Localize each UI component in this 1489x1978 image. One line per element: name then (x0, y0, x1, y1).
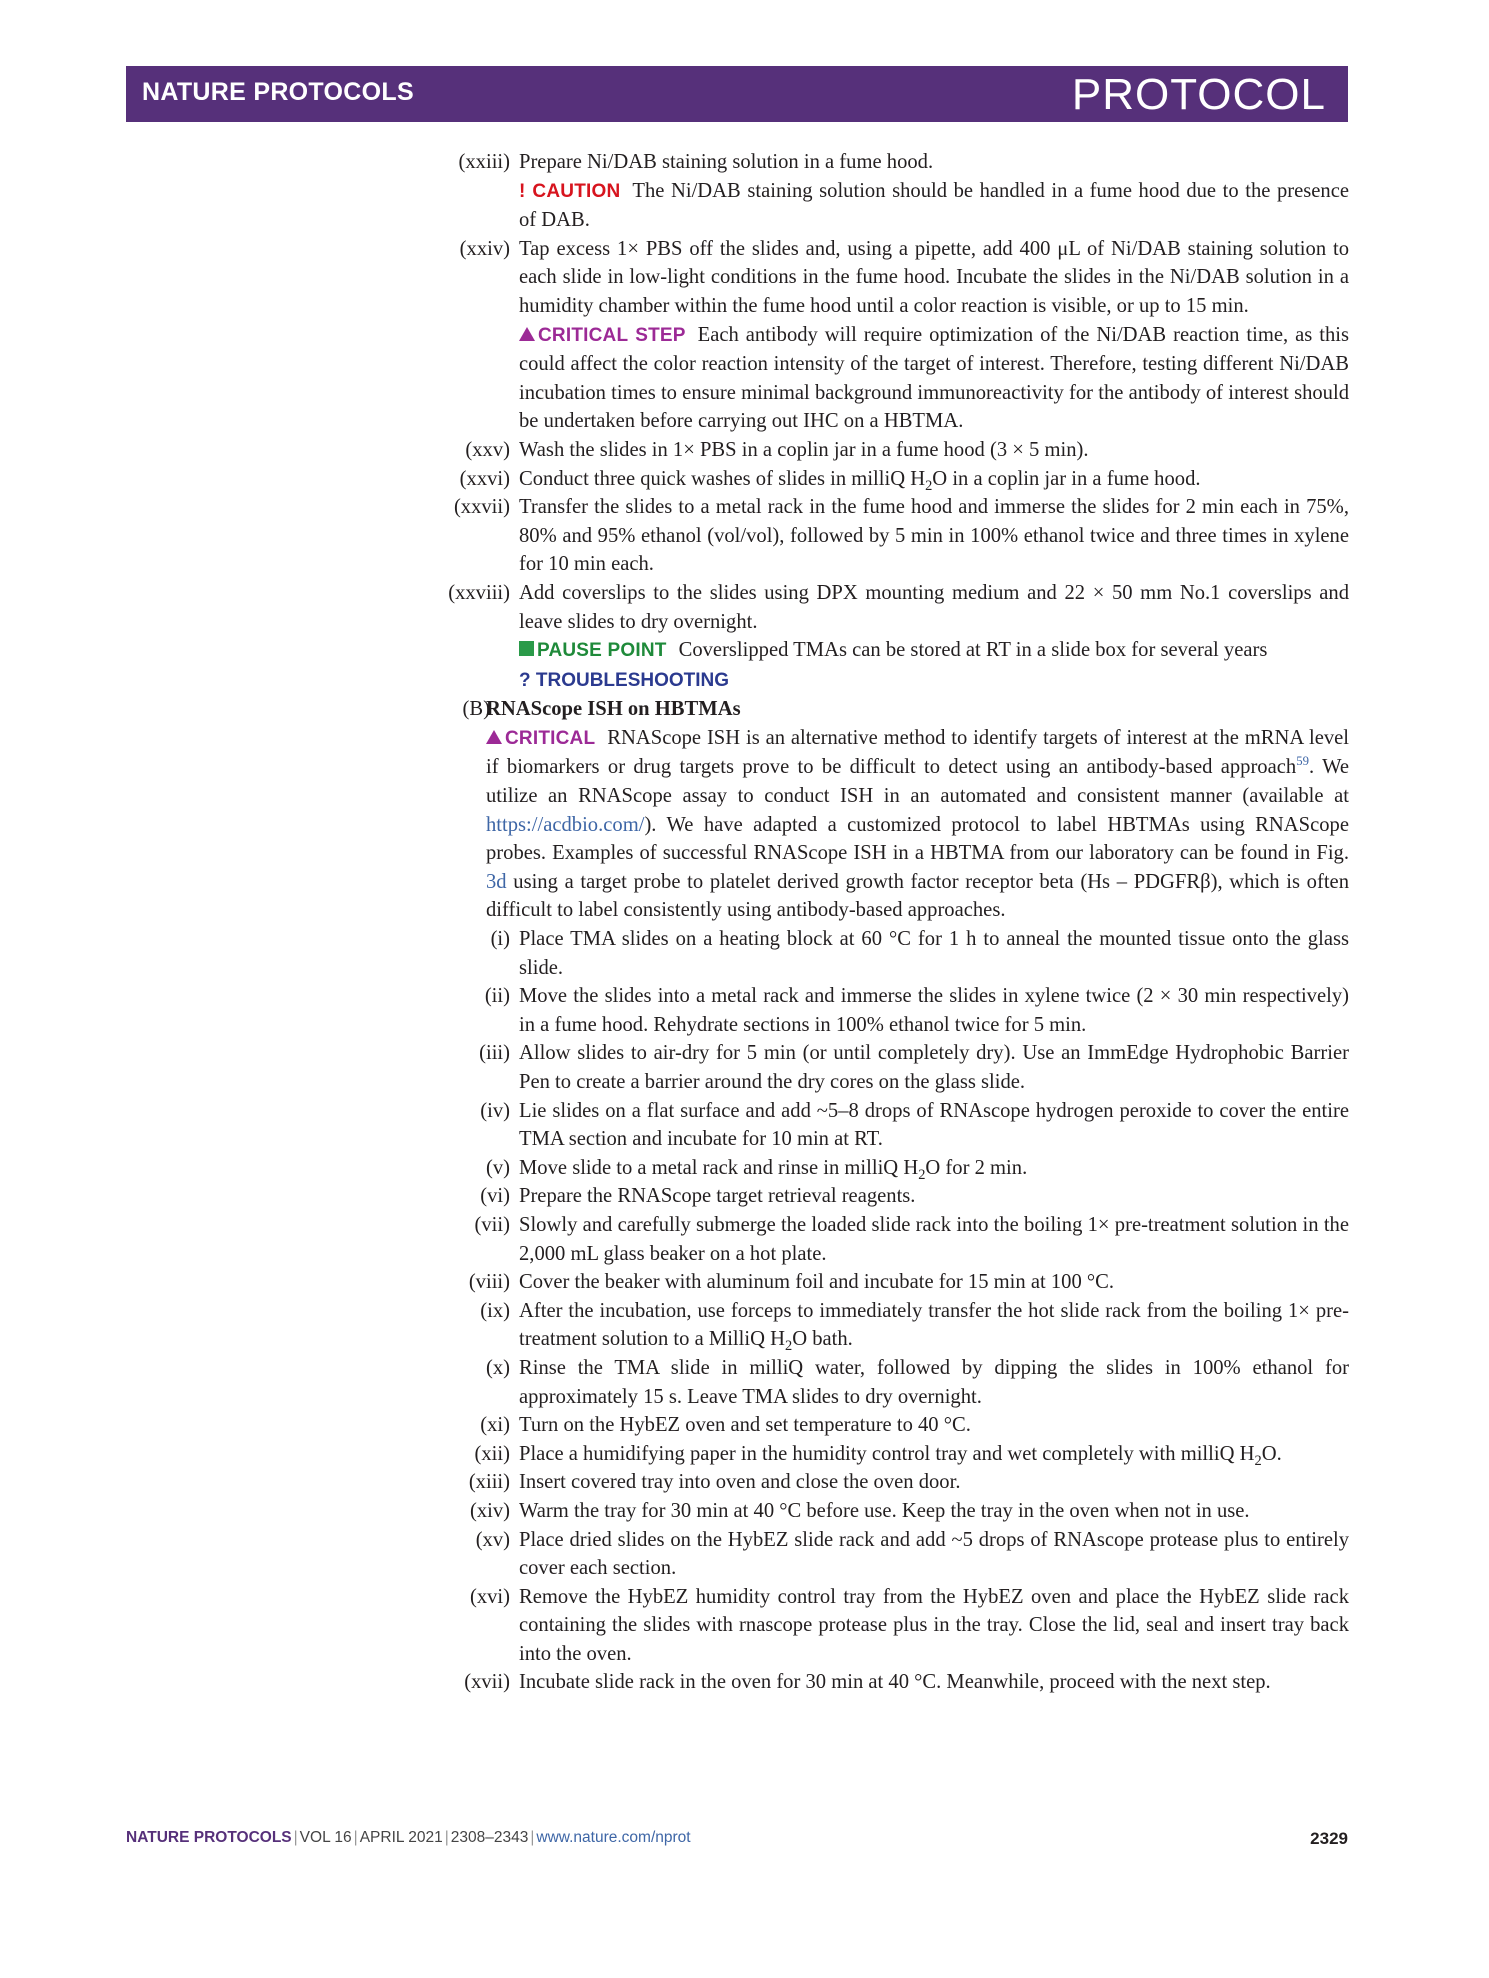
section-label: (B) (462, 698, 490, 721)
journal-name: NATURE PROTOCOLS (142, 78, 414, 106)
step-number: (ii) (484, 985, 510, 1008)
troubleshooting-link[interactable]: ? TROUBLESHOOTING (519, 669, 730, 691)
step-text: Place TMA slides on a heating block at 60 °C for 1 h to anneal the mounted tissue onto the glass slide. (519, 928, 1349, 979)
step-number: (xxviii) (448, 581, 510, 604)
step-iv (0, 1097, 1489, 1154)
step-number: (ix) (480, 1299, 510, 1322)
step-text: Remove the HybEZ humidity control tray from the HybEZ oven and place the HybEZ slide rack containing the slides with rnascope protease plus in the tray. Close the lid, seal and insert tray back into the oven. (519, 1585, 1349, 1665)
critical-text: ). We have adapted a customized protocol to label HBTMAs using RNAScope probes. Examples of successful RNAScope ISH in a HBTMA from our laboratory can be found in Fig. (486, 813, 1349, 865)
step-number: (xxvi) (459, 467, 510, 490)
troubleshooting-note (0, 666, 1489, 696)
step-xxvi (0, 465, 1489, 494)
step-number: (xv) (475, 1528, 510, 1551)
step-iii (0, 1039, 1489, 1096)
step-xxiv (0, 235, 1489, 321)
step-text: Allow slides to air-dry for 5 min (or until completely dry). Use an ImmEdge Hydrophobic Barrier Pen to create a barrier around the dry cores on the glass slide. (519, 1042, 1349, 1093)
step-number: (xiii) (468, 1471, 510, 1494)
step-xiv (0, 1497, 1489, 1526)
step-text: Tap excess 1× PBS off the slides and, using a pipette, add 400 μL of Ni/DAB staining solution to each slide in low-light conditions in the fume hood. Incubate the slides in the Ni/DAB solution in a humidity chamber within the fume hood until a color reaction is visible, or up to 15 min. (519, 237, 1349, 317)
step-text: Place a humidifying paper in the humidity control tray and wet completely with milliQ $H_2O$. (519, 1442, 1282, 1469)
caution-text: The Ni/DAB staining solution should be handled in a fume hood due to the presence of DAB. (519, 179, 1349, 232)
step-xiii (0, 1468, 1489, 1497)
step-text: Conduct three quick washes of slides in milliQ $H_2O$ in a coplin jar in a fume hood. (519, 467, 1201, 494)
step-number: (xi) (480, 1414, 510, 1437)
footer-pages: 2308–2343 (450, 1829, 529, 1846)
protocol-content (0, 148, 1489, 1697)
step-number: (xxiv) (459, 237, 510, 260)
footer-journal: NATURE PROTOCOLS (126, 1829, 292, 1846)
step-text: Lie slides on a flat surface and add ~5–8 drops of RNAscope hydrogen peroxide to cover the entire TMA section and incubate for 10 min at RT. (519, 1099, 1349, 1151)
step-text: After the incubation, use forceps to immediately transfer the hot slide rack from the boiling 1× pre-treatment solution to a MilliQ $H_2O$ bath. (519, 1299, 1349, 1355)
step-number: (vii) (474, 1213, 510, 1236)
caution-label: ! CAUTION (519, 180, 621, 202)
section-b-heading (0, 695, 1489, 724)
step-number: (x) (485, 1356, 510, 1379)
figure-link[interactable]: 3d (486, 870, 507, 893)
step-xi (0, 1411, 1489, 1440)
critical-text: using a target probe to platelet derived growth factor receptor beta (Hs – PDGFRβ), which is often difficult to label consistently using antibody-based approaches. (486, 870, 1349, 922)
step-text: Rinse the TMA slide in milliQ water, followed by dipping the slides in 100% ethanol for approximately 15 s. Leave TMA slides to dry overnight. (519, 1356, 1349, 1408)
step-number: (xiv) (469, 1499, 510, 1522)
footer-date: APRIL 2021 (359, 1829, 443, 1846)
step-text: Move slide to a metal rack and rinse in milliQ $H_2O$ for 2 min. (519, 1156, 1028, 1183)
step-number: (iv) (480, 1099, 510, 1122)
step-viii (0, 1268, 1489, 1297)
step-number: (xxiii) (458, 151, 510, 173)
caution-note (0, 177, 1489, 235)
critical-step-label: CRITICAL STEP (538, 324, 686, 346)
step-text: Cover the beaker with aluminum foil and incubate for 15 min at 100 °C. (519, 1271, 1115, 1294)
step-xxiii (0, 148, 1489, 177)
step-number: (xii) (474, 1442, 510, 1465)
step-number: (i) (490, 928, 510, 951)
step-number: (v) (485, 1156, 510, 1179)
page-number: 2329 (1310, 1829, 1348, 1848)
step-number: (vi) (480, 1185, 510, 1208)
step-number: (xxv) (465, 438, 510, 461)
step-i (0, 925, 1489, 982)
step-xxv (0, 436, 1489, 465)
journal-header-bar (126, 66, 1348, 122)
pause-point-note (0, 636, 1489, 666)
step-text: Turn on the HybEZ oven and set temperature to 40 °C. (519, 1414, 971, 1437)
pause-point-text: Coverslipped TMAs can be stored at RT in a slide box for several years (678, 639, 1268, 662)
footer-url[interactable]: www.nature.com/nprot (536, 1829, 691, 1846)
step-text: Insert covered tray into oven and close the oven door. (519, 1471, 961, 1494)
step-x (0, 1354, 1489, 1411)
article-type: PROTOCOL (1071, 70, 1326, 119)
step-ii (0, 982, 1489, 1039)
step-text: Transfer the slides to a metal rack in the fume hood and immerse the slides for 2 min each in 75%, 80% and 95% ethanol (vol/vol), followed by 5 min in 100% ethanol twice and three times in xylene for 10 min each. (519, 496, 1349, 576)
step-text: Add coverslips to the slides using DPX mounting medium and 22 × 50 mm No.1 coverslips and leave slides to dry overnight. (519, 581, 1349, 633)
critical-text: . We utilize an RNAScope assay to conduct ISH in an automated and consistent manner (available at (486, 756, 1349, 808)
step-v (0, 1154, 1489, 1183)
footer-volume: VOL 16 (299, 1829, 352, 1846)
step-number: (viii) (468, 1271, 510, 1294)
pause-point-label: PAUSE POINT (537, 640, 667, 662)
step-number: (xvii) (464, 1671, 510, 1694)
step-text: Incubate slide rack in the oven for 30 min at 40 °C. Meanwhile, proceed with the next step. (519, 1671, 1271, 1694)
step-vi (0, 1182, 1489, 1211)
step-xxviii (0, 579, 1489, 636)
step-xv (0, 1526, 1489, 1583)
reference-link[interactable]: 59 (1296, 754, 1309, 769)
section-b-critical-note (0, 724, 1489, 925)
step-ix (0, 1297, 1489, 1354)
step-text: Prepare Ni/DAB staining solution in a fume hood. (519, 151, 934, 173)
critical-step-note (0, 321, 1489, 436)
critical-step-text: Each antibody will require optimization of the Ni/DAB reaction time, as this could affect the color reaction intensity of the target of interest. Therefore, testing different Ni/DAB incubation times to ensure minimal background immunoreactivity for the antibody of interest should be undertaken before carrying out IHC on a HBTMA. (519, 323, 1349, 433)
step-number: (iii) (479, 1042, 510, 1065)
pause-square-icon (519, 641, 534, 656)
step-text: Warm the tray for 30 min at 40 °C before use. Keep the tray in the oven when not in use. (519, 1499, 1250, 1522)
critical-text: RNAScope ISH is an alternative method to identify targets of interest at the mRNA level if biomarkers or drug targets prove to be difficult to detect using an antibody-based approach (486, 726, 1349, 779)
step-text: Move the slides into a metal rack and immerse the slides in xylene twice (2 × 30 min respectively) in a fume hood. Rehydrate sections in 100% ethanol twice for 5 min. (519, 985, 1349, 1036)
step-vii (0, 1211, 1489, 1268)
step-xvii (0, 1668, 1489, 1697)
step-text: Wash the slides in 1× PBS in a coplin jar in a fume hood (3 × 5 min). (519, 438, 1089, 461)
step-xvi (0, 1583, 1489, 1669)
critical-label: CRITICAL (505, 727, 596, 749)
step-xxvii (0, 493, 1489, 579)
triangle-icon (519, 327, 535, 341)
triangle-icon (486, 730, 502, 744)
step-number: (xxvii) (453, 496, 510, 519)
step-number: (xvi) (469, 1585, 510, 1608)
acdbio-link[interactable]: https://acdbio.com/ (486, 813, 645, 836)
step-text: Slowly and carefully submerge the loaded slide rack into the boiling 1× pre-treatment solution in the 2,000 mL glass beaker on a hot plate. (519, 1213, 1349, 1265)
step-xii (0, 1440, 1489, 1469)
section-title: RNAScope ISH on HBTMAs (486, 698, 741, 721)
page-footer: NATURE PROTOCOLS | VOL 16 | APRIL 2021 | 2308–2343 | www.nature.com/nprot 2329 (126, 1829, 1348, 1848)
step-text: Prepare the RNAScope target retrieval reagents. (519, 1185, 916, 1208)
step-text: Place dried slides on the HybEZ slide rack and add ~5 drops of RNAscope protease plus to entirely cover each section. (519, 1528, 1349, 1580)
